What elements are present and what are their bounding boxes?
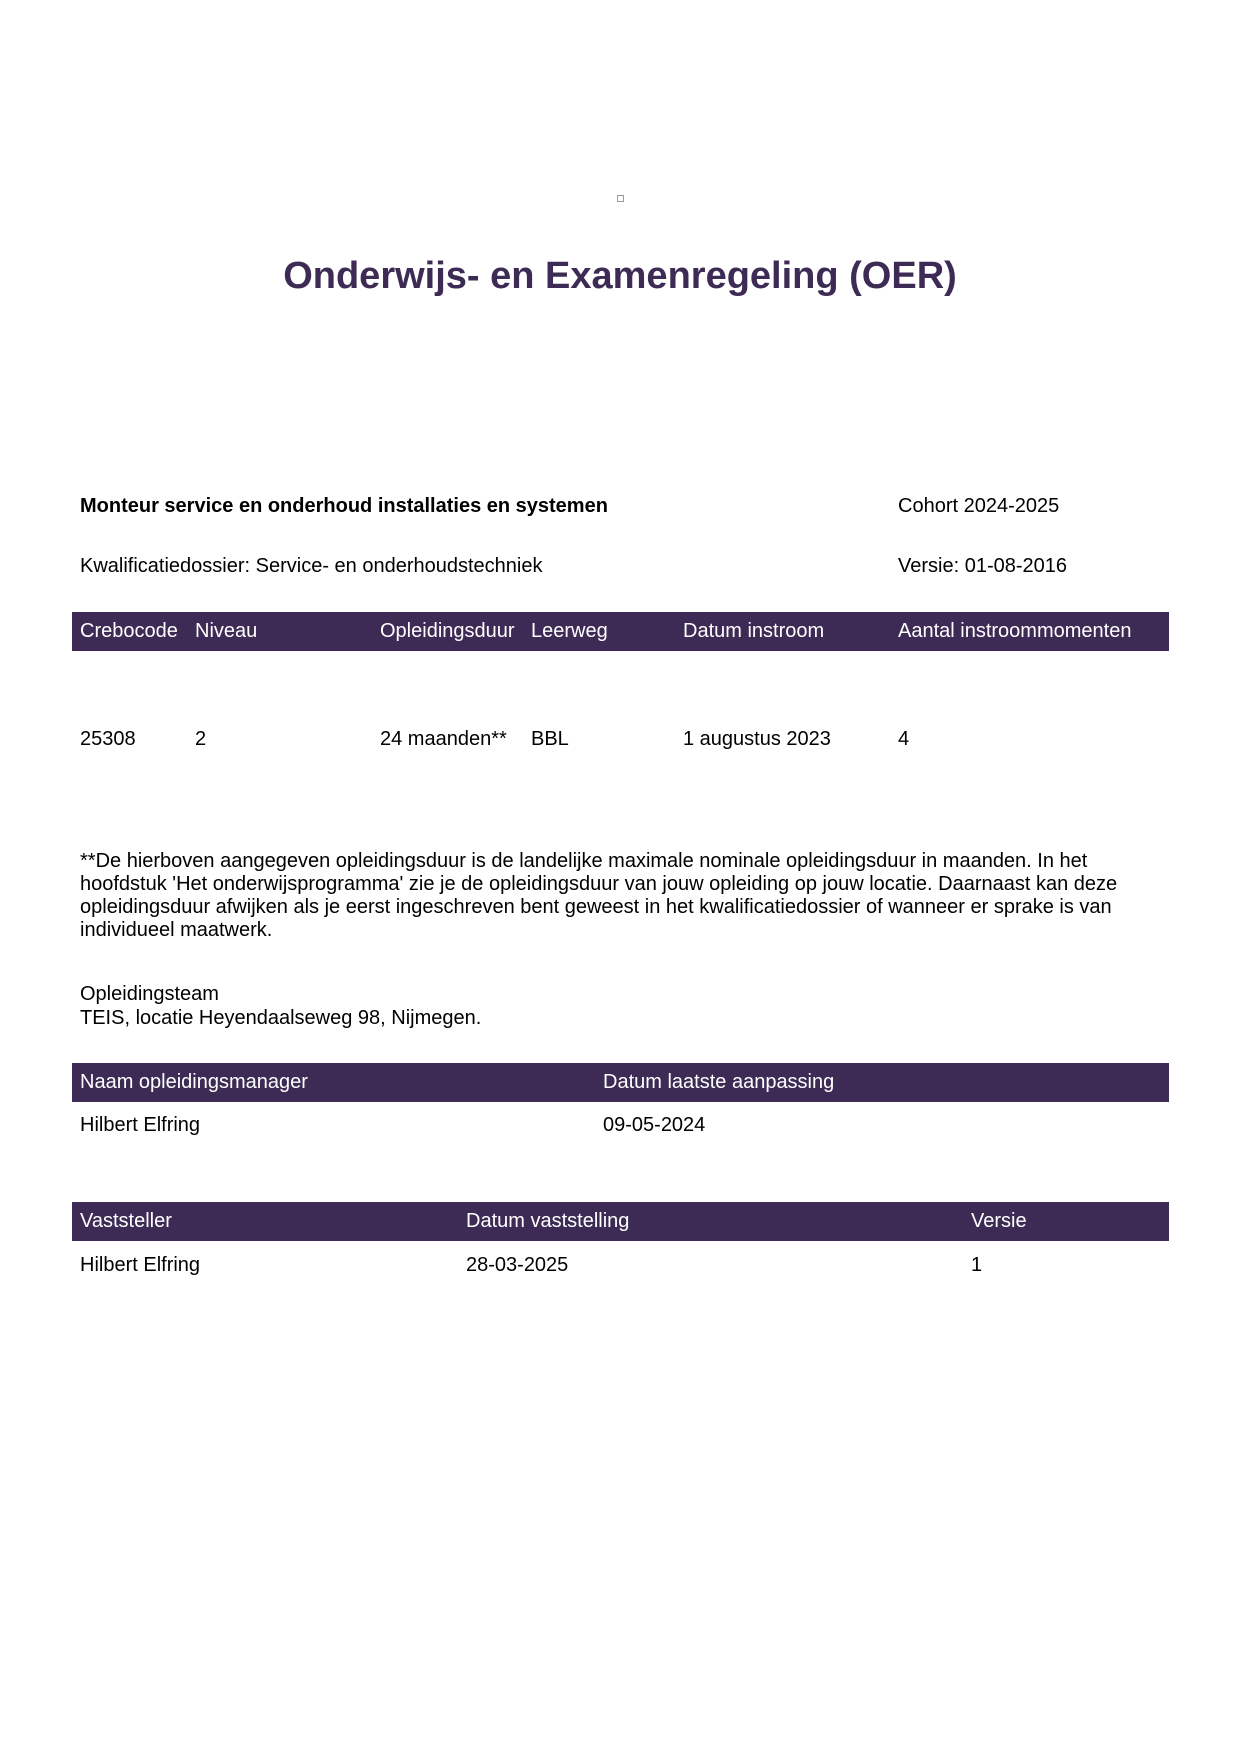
header-aantal-instroommomenten: Aantal instroommomenten — [898, 620, 1132, 642]
logo-placeholder — [617, 195, 624, 202]
cell-datum-instroom: 1 augustus 2023 — [683, 728, 831, 750]
cell-vaststeller: Hilbert Elfring — [80, 1254, 201, 1276]
cell-leerweg: BBL — [531, 728, 569, 750]
team-location: TEIS, locatie Heyendaalseweg 98, Nijmegen. — [80, 1007, 482, 1029]
header-opleidingsduur: Opleidingsduur — [380, 620, 515, 642]
qualification-dossier: Kwalificatiedossier: Service- en onderhoudstechniek — [80, 555, 543, 577]
details-table-header — [72, 612, 1169, 651]
program-name: Monteur service en onderhoud installaties en systemen — [80, 495, 608, 517]
header-versie: Versie — [971, 1210, 1027, 1232]
header-niveau: Niveau — [195, 620, 258, 642]
cell-crebocode: 25308 — [80, 728, 136, 750]
header-naam-opleidingsmanager: Naam opleidingsmanager — [80, 1071, 308, 1093]
education-team — [80, 982, 481, 1030]
header-datum-laatste-aanpassing: Datum laatste aanpassing — [603, 1071, 835, 1093]
cohort-label: Cohort 2024-2025 — [898, 495, 1060, 517]
header-datum-vaststelling: Datum vaststelling — [466, 1210, 630, 1232]
version-label: Versie: 01-08-2016 — [898, 555, 1068, 577]
header-crebocode: Crebocode — [80, 620, 178, 642]
cell-aantal-instroommomenten: 4 — [898, 728, 910, 750]
cell-last-modified: 09-05-2024 — [603, 1114, 706, 1136]
footnote-paragraph: **De hierboven aangegeven opleidingsduur is de landelijke maximale nominale opleidingsduur in maanden. In het hoofdstuk 'Het onderwijsprogramma' zie je de opleidingsduur van jouw opleiding op jouw locatie. Daarnaast kan deze opleidingsduur afwijken als je eerst ingeschreven bent geweest in het kwalificatiedossier of wanneer er sprake is van individueel maatwerk. — [80, 850, 1118, 941]
approval-table-header — [72, 1202, 1169, 1241]
document-title: Onderwijs- en Examenregeling (OER) — [283, 255, 957, 297]
team-label: Opleidingsteam — [80, 983, 219, 1005]
cell-versie: 1 — [971, 1254, 983, 1276]
cell-niveau: 2 — [195, 728, 207, 750]
manager-table-header — [72, 1063, 1169, 1102]
cell-manager-name: Hilbert Elfring — [80, 1114, 201, 1136]
header-leerweg: Leerweg — [531, 620, 608, 642]
cell-datum-vaststelling: 28-03-2025 — [466, 1254, 569, 1276]
header-vaststeller: Vaststeller — [80, 1210, 172, 1232]
cell-opleidingsduur: 24 maanden** — [380, 728, 507, 750]
header-datum-instroom: Datum instroom — [683, 620, 825, 642]
